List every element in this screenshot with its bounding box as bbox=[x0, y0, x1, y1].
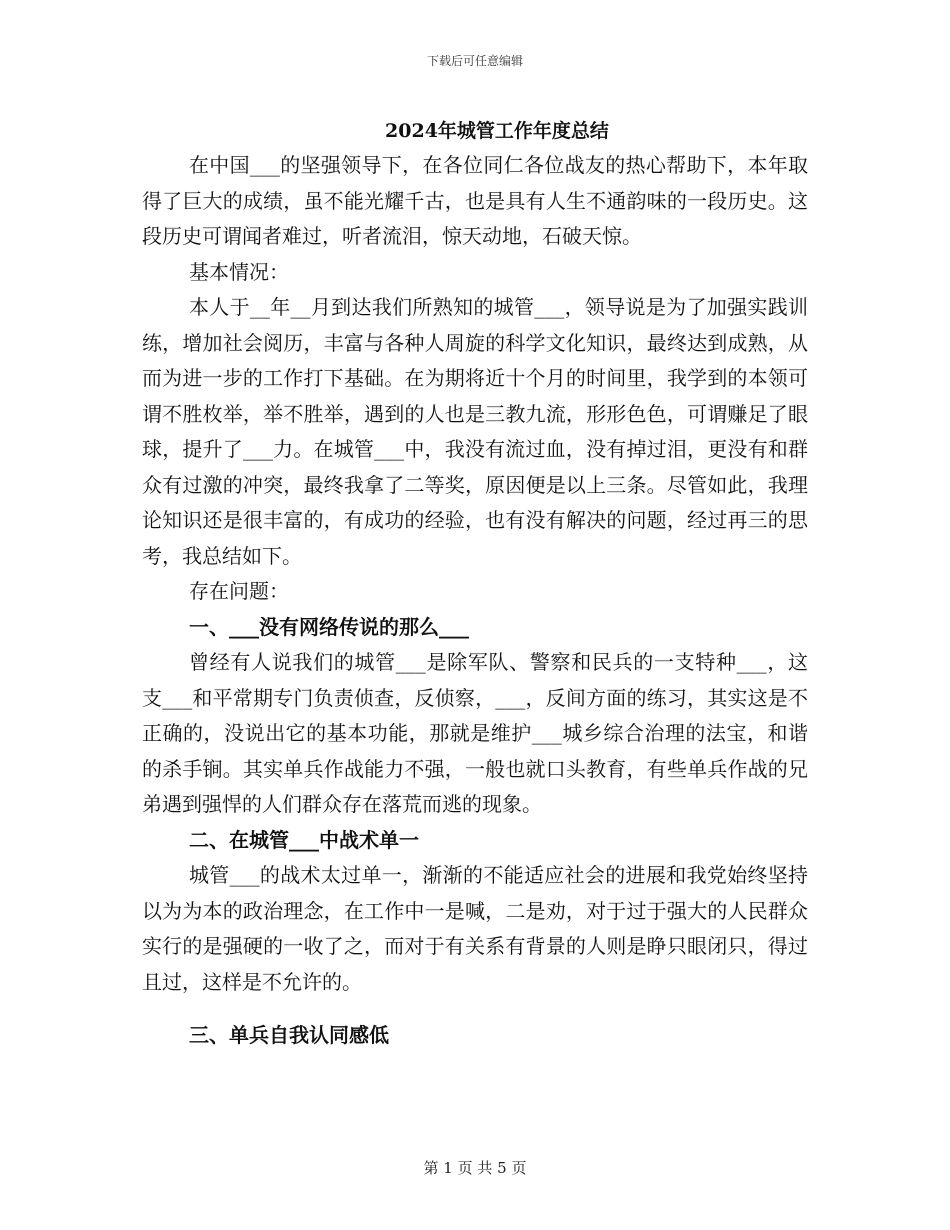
section-3-heading: 三、单兵自我认同感低 bbox=[189, 1023, 389, 1047]
page-number: 第 1 页 共 5 页 bbox=[423, 1159, 527, 1177]
document-body bbox=[142, 148, 808, 1054]
section-1-paragraph: 曾经有人说我们的城管___是除军队、警察和民兵的一支特种___，这支___和平常期专门负责侦查，反侦察，___，反间方面的练习，其实这是不正确的，没说出它的基本功能，那就是维护___城乡综合治理的法宝，和谐的杀手锏。其实单兵作战能力不强，一般也就口头教育，有些单兵作战的兄弟遇到强悍的人们群众存在落荒而逃的现象。 bbox=[142, 650, 808, 816]
page-header-note: 下载后可任意编辑 bbox=[426, 54, 523, 68]
basic-situation-paragraph: 本人于__年__月到达我们所熟知的城管___，领导说是为了加强实践训练，增加社会阅历，丰富与各种人周旋的科学文化知识，最终达到成熟，从而为进一步的工作打下基础。在为期将近十个月的时间里，我学到的本领可谓不胜枚举，举不胜举，遇到的人也是三教九流，形形色色，可谓赚足了眼球，提升了___力。在城管___中，我没有流过血，没有掉过泪，更没有和群众有过激的冲突，最终我拿了二等奖，原因便是以上三条。尽管如此，我理论知识还是很丰富的，有成功的经验，也有没有解决的问题，经过再三的思考，我总结如下。 bbox=[142, 295, 808, 568]
section-2-heading: 二、在城管___中战术单一 bbox=[189, 827, 419, 852]
basic-situation-label: 基本情况： bbox=[189, 259, 289, 284]
intro-paragraph: 在中国___的坚强领导下，在各位同仁各位战友的热心帮助下，本年取得了巨大的成绩，虽不能光耀千古，也是具有人生不通韵味的一段历史。这段历史可谓闻者难过，听者流泪，惊天动地，石破天惊。 bbox=[142, 153, 808, 248]
section-2-paragraph: 城管___的战术太过单一，渐渐的不能适应社会的进展和我党始终坚持以为为本的政治理念，在工作中一是喊，二是劝，对于过于强大的人民群众实行的是强硬的一收了之，而对于有关系有背景的人则是睁只眼闭只，得过且过，这样是不允许的。 bbox=[142, 863, 808, 994]
section-1-heading: 一、___没有网络传说的那么___ bbox=[189, 614, 469, 639]
document-title: 2024年城管工作年度总结 bbox=[385, 120, 609, 142]
problems-label: 存在问题： bbox=[189, 579, 289, 603]
